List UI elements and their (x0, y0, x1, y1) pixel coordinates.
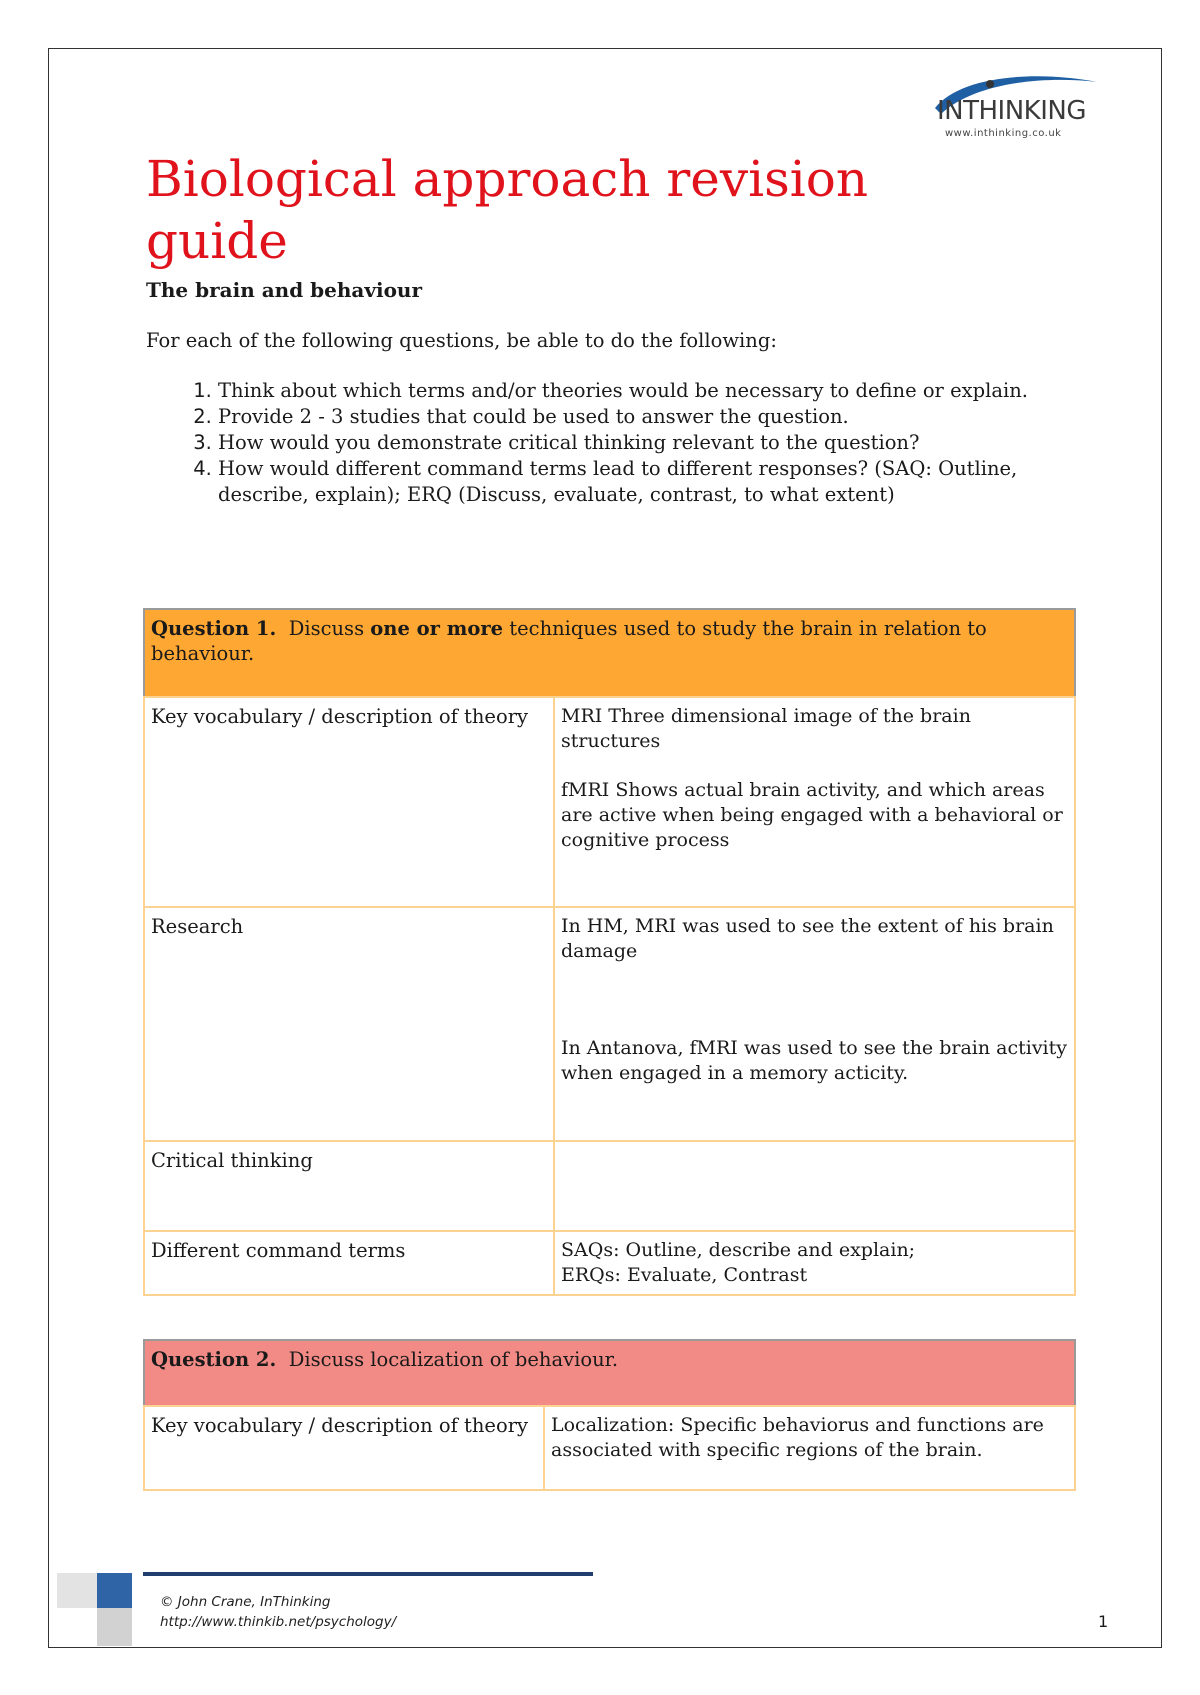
task-item: 2. Provide 2 - 3 studies that could be used to answer the question. (218, 404, 1068, 430)
footer-square-grey (97, 1608, 132, 1646)
question-2-header (144, 1340, 1075, 1406)
footer-url[interactable]: http://www.thinkib.net/psychology/ (160, 1614, 397, 1630)
footer-rule (143, 1572, 593, 1576)
question-1-text-bold: one or more (370, 617, 504, 640)
row-content (554, 697, 1075, 907)
row-label: Critical thinking (144, 1141, 554, 1231)
question-1-header (144, 609, 1075, 697)
row-content (544, 1406, 1075, 1490)
task-list (146, 378, 1068, 508)
row-content (554, 1231, 1075, 1295)
page-subtitle: The brain and behaviour (146, 278, 422, 302)
row-content-paragraph: In HM, MRI was used to see the extent of his brain damage (561, 915, 1054, 962)
question-1-text-pre: Discuss (288, 617, 365, 640)
footer-square-light (57, 1573, 97, 1608)
row-label: Research (144, 907, 554, 1141)
row-content-paragraph: SAQs: Outline, describe and explain; (561, 1239, 916, 1261)
question-1-text-post: techniques used to study the brain in relation to behaviour. (151, 617, 987, 665)
page-number: 1 (1098, 1612, 1109, 1631)
row-label: Different command terms (144, 1231, 554, 1295)
intro-text: For each of the following questions, be able to do the following: (146, 329, 777, 352)
row-content-paragraph: fMRI Shows actual brain activity, and which areas are active when being engaged with a behavioral or cognitive process (561, 779, 1063, 851)
table-row (144, 1231, 1075, 1295)
table-row (144, 1141, 1075, 1231)
task-item: 3. How would you demonstrate critical thinking relevant to the question? (218, 430, 1068, 456)
row-label: Key vocabulary / description of theory (144, 697, 554, 907)
row-content-paragraph: MRI Three dimensional image of the brain structures (561, 705, 971, 752)
task-item: 4. How would different command terms lead to different responses? (SAQ: Outline, describe, explain); ERQ (Discuss, evaluate, contrast, to what extent) (218, 456, 1068, 508)
footer-copyright: © John Crane, InThinking (160, 1594, 331, 1610)
row-content (554, 907, 1075, 1141)
row-content-empty (554, 1141, 1075, 1231)
row-content-paragraph: ERQs: Evaluate, Contrast (561, 1264, 808, 1286)
question-1-label: Question 1. (151, 617, 277, 640)
page-title: Biological approach revision guide (146, 150, 869, 270)
question-2-label: Question 2. (151, 1348, 277, 1371)
question-2-text: Discuss localization of behaviour. (288, 1348, 619, 1371)
row-content-paragraph: Localization: Specific behaviorus and functions are associated with specific regions of the brain. (551, 1414, 1044, 1461)
logo-url: www.inthinking.co.uk (945, 128, 1062, 139)
question-2-table (143, 1339, 1076, 1491)
table-row (144, 907, 1075, 1141)
inthinking-logo (905, 68, 1105, 148)
footer-square-blue (97, 1573, 132, 1608)
task-item: 1. Think about which terms and/or theories would be necessary to define or explain. (218, 378, 1068, 404)
question-1-table (143, 608, 1076, 1296)
table-row (144, 697, 1075, 907)
footer-text (160, 1592, 396, 1632)
logo-brand-text: INTHINKING (937, 96, 1086, 126)
row-label: Key vocabulary / description of theory (144, 1406, 544, 1490)
table-row (144, 1406, 1075, 1490)
row-content-paragraph: In Antanova, fMRI was used to see the brain activity when engaged in a memory acticity. (561, 1037, 1068, 1084)
